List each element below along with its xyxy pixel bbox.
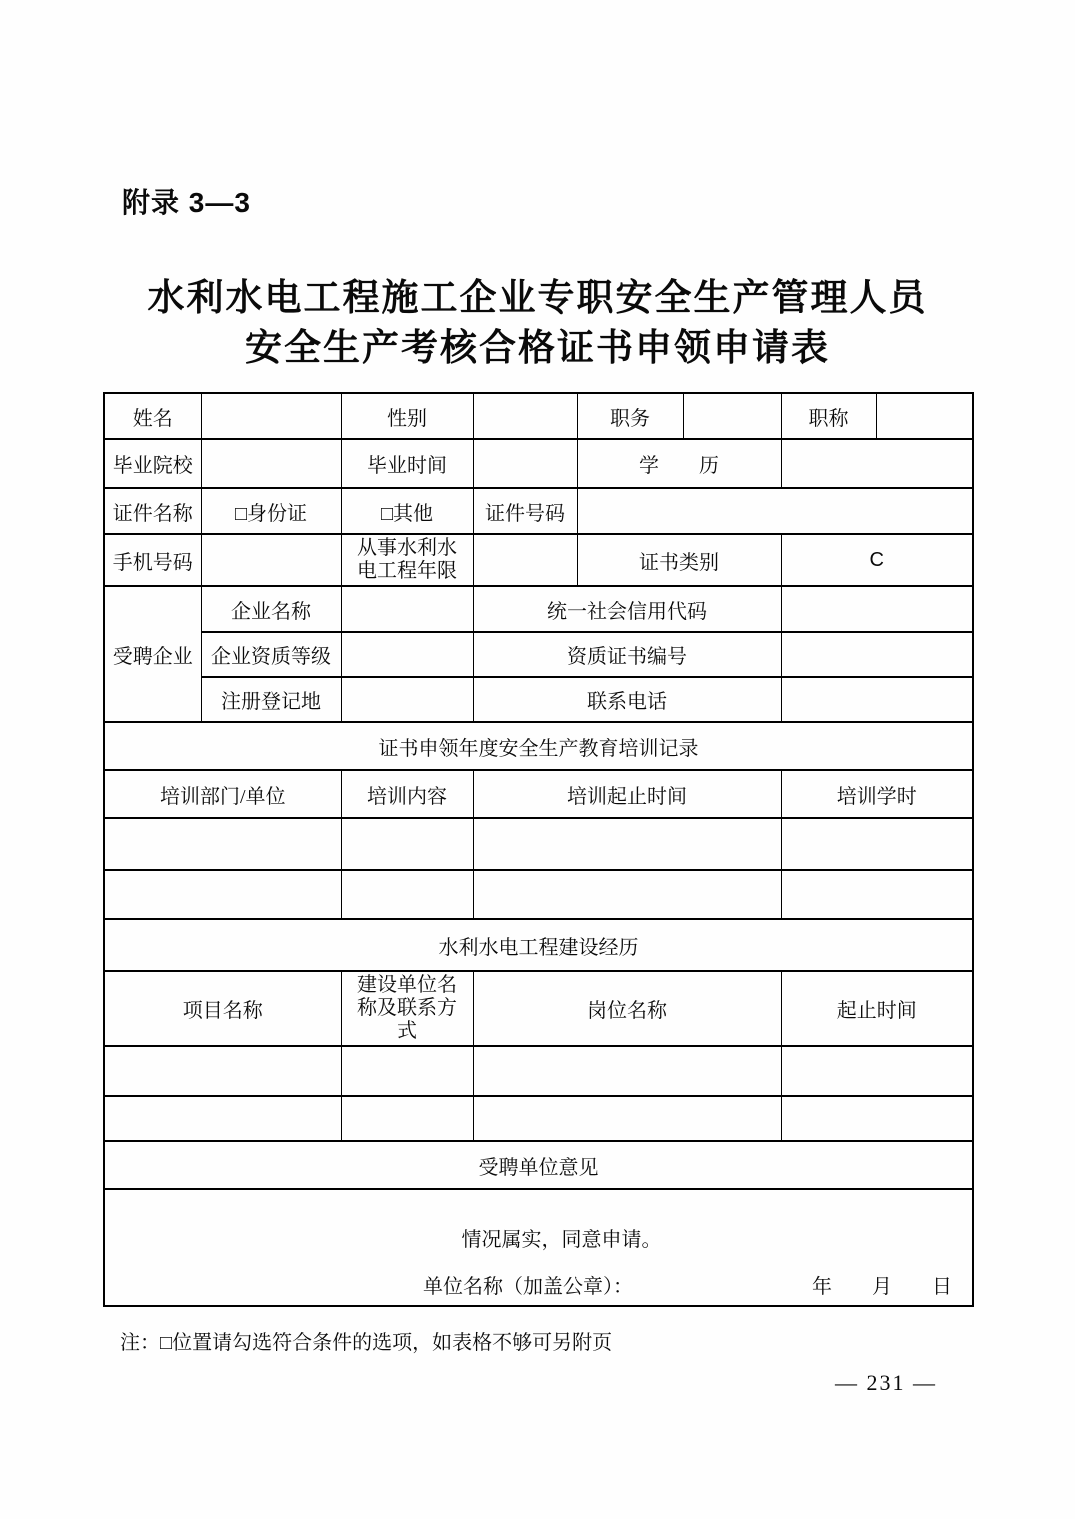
training-period-header: 培训起止时间 [473,770,781,818]
contact-phone-label: 联系电话 [473,677,781,722]
table-row [104,1141,973,1189]
page-title-line1: 水利水电工程施工企业专职安全生产管理人员 [147,278,928,319]
training-dept-cell [104,818,341,870]
page-title [0,274,1075,374]
table-row [104,1046,973,1096]
training-hours-cell [781,870,973,919]
training-dept-cell [104,870,341,919]
table-row [104,722,973,770]
table-row [104,870,973,919]
table-row [104,677,973,722]
years-value-cell [473,534,577,586]
training-content-cell [341,870,473,919]
footnote: 注：□位置请勾选符合条件的选项，如表格不够可另附页 [120,1332,613,1354]
table-row [104,770,973,818]
opinion-statement: 情况属实，同意申请。 [461,1228,662,1251]
period-cell [781,1046,973,1096]
gender-value-cell [473,393,577,439]
training-period-cell [473,870,781,919]
page-number: — 231 — [835,1370,937,1395]
grad-time-value-cell [473,439,577,488]
table-row [104,488,973,534]
prof-title-value-cell [876,393,973,439]
period-cell [781,1096,973,1141]
seal-row [107,1270,970,1299]
gender-label: 性别 [341,393,473,439]
contact-phone-value-cell [781,677,973,722]
school-label: 毕业院校 [104,439,201,488]
table-row [104,1096,973,1141]
education-label: 学 历 [577,439,781,488]
table-row [104,1189,973,1306]
table-row [104,632,973,677]
period-header: 起止时间 [781,971,973,1046]
table-row [104,919,973,971]
training-content-header: 培训内容 [341,770,473,818]
credit-code-label: 统一社会信用代码 [473,586,781,632]
opinion-content-cell [104,1189,973,1306]
owner-contact-header: 建设单位名称及联系方式 [341,971,473,1046]
qualification-grade-label: 企业资质等级 [201,632,341,677]
table-row [104,971,973,1046]
school-value-cell [201,439,341,488]
cert-name-label: 证件名称 [104,488,201,534]
table-row [104,534,973,586]
phone-label: 手机号码 [104,534,201,586]
position-value-cell [683,393,781,439]
qualification-grade-value-cell [341,632,473,677]
prof-title-label: 职称 [781,393,876,439]
experience-section-title: 水利水电工程建设经历 [104,919,973,971]
cert-number-value-cell [577,488,973,534]
grad-time-label: 毕业时间 [341,439,473,488]
post-name-cell [473,1096,781,1141]
registered-address-value-cell [341,677,473,722]
name-label: 姓名 [104,393,201,439]
company-name-value-cell [341,586,473,632]
training-dept-header: 培训部门/单位 [104,770,341,818]
training-section-title: 证书申领年度安全生产教育培训记录 [104,722,973,770]
company-name-label: 企业名称 [201,586,341,632]
years-label: 从事水利水电工程年限 [341,534,473,586]
cert-type-label: 证书类别 [577,534,781,586]
education-value-cell [781,439,973,488]
training-content-cell [341,818,473,870]
application-table [103,392,974,1307]
owner-contact-cell [341,1046,473,1096]
page-title-line2: 安全生产考核合格证书申领申请表 [245,328,830,369]
credit-code-value-cell [781,586,973,632]
employer-group-label: 受聘企业 [104,586,201,722]
project-name-cell [104,1096,341,1141]
date-labels: 年 月 日 [812,1275,952,1298]
post-name-cell [473,1046,781,1096]
registered-address-label: 注册登记地 [201,677,341,722]
qualification-cert-no-value-cell [781,632,973,677]
training-hours-header: 培训学时 [781,770,973,818]
phone-value-cell [201,534,341,586]
table-row [104,586,973,632]
training-hours-cell [781,818,973,870]
seal-label: 单位名称（加盖公章）： [423,1275,633,1298]
training-period-cell [473,818,781,870]
project-name-header: 项目名称 [104,971,341,1046]
cert-number-label: 证件号码 [473,488,577,534]
table-row [104,393,973,439]
table-row [104,818,973,870]
appendix-label: 附录 3—3 [122,187,251,218]
opinion-section-title: 受聘单位意见 [104,1141,973,1189]
qualification-cert-no-label: 资质证书编号 [473,632,781,677]
name-value-cell [201,393,341,439]
owner-contact-cell [341,1096,473,1141]
other-checkbox-option: □其他 [341,488,473,534]
table-row [104,439,973,488]
cert-type-value: C [781,534,973,586]
project-name-cell [104,1046,341,1096]
post-name-header: 岗位名称 [473,971,781,1046]
id-card-checkbox-option: □身份证 [201,488,341,534]
position-label: 职务 [577,393,683,439]
